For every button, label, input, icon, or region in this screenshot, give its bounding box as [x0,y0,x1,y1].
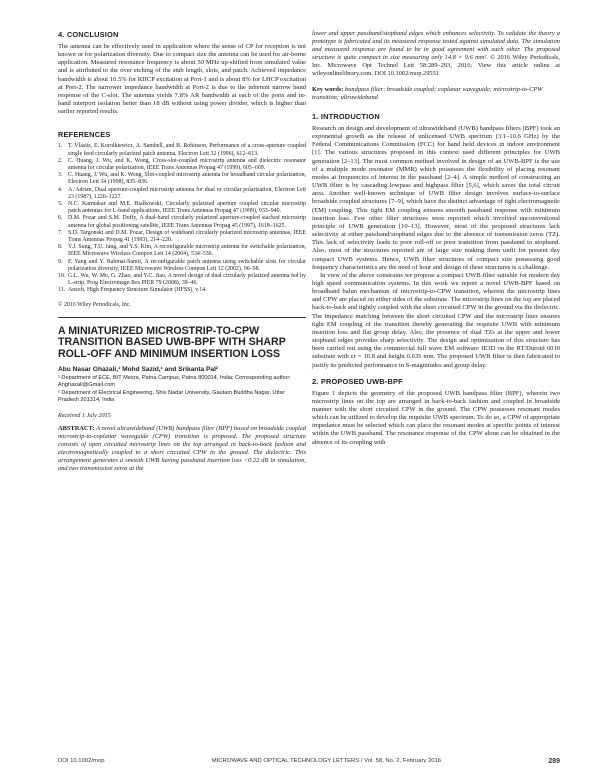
proposed-paragraph-1: Figure 1 depicts the geometry of the proposed UWB bandpass filter (BPF), wherein two microstrip lines on the top are arranged in back-to-back fashion and coupled in broadside manner with the short circuited CPW in the ground. The CPW possesses resonant modes which can be utilized to develop the requisite UWB spectrum. To do so, a CPW of appropriate impedance must be selected which can place the resonant modes at specific points of interest within the UWB passband. The resonance response of the CPW alone can be obtained in the absence of its coupling with [312,389,560,446]
affiliation-2: ² Department of Electrical Engineering, Shiv Nadar University, Gautam Buddha Nagar, Uttar Pradesh 201314, India [58,389,285,403]
abstract-text-1: A novel ultrawideband (UWB) bandpass filter (BPF) based on broadside coupled microstrip-to-coplanar waveguide (CPW) transition is proposed. The proposed structure consists of open circuited microstrip lines on the top arranged in back-to-back fashion and electromagnetically coupled to a short circuited CPW in the ground. The dielectric. This arrangement generates a smooth UWB having passband insertion loss <0.22 dB in simulation, and two transmission zeros at the [58,424,306,472]
affiliation-1: ¹ Department of ECE, BIT Mesra, Patna Campus, Patna 800014, India; Corresponding author: Anghazali@Gmail.com [58,375,291,389]
footer-doi: DOI 10.1002/mop [58,758,105,764]
keywords-label: Key words: [312,86,344,93]
keywords-text: bandpass filter; broadside coupled; coplanar waveguide; microstrip-to-CPW transition; ultrawideband [312,86,543,101]
introduction-paragraph-2: In view of the above constrains we propose a compact UWB filter suitable for modern day high speed communication systems. In this work we report a novel UWB-BPF based on broadband balun mechanism of microstrip-to-CPW transition, wherein the microstrip lines and CPW are placed on either sides of the substrate. The microstrip lines on the top are placed back-to-back and tightly coupled with the short circuited CPW in the ground via the dielectric. The impedance matching between the short circuited CPW and the microstrip lines ensures tight EM coupling of the transition thereby generating the requisite UWB with minimum insertion loss and flat group delay. Also, the presence of dual TZs at the upper and lower stopband edges provides sharp selectivity. The design and optimization of this structure has been carried out using the commercial full wave EM software IE3D on the RT/Duroid 6010 substrate with εr = 10.8 and height 0.635 mm. The proposed UWB filter is then fabricated to justify its predicted performance in S-magnitudes and group delay. [312,271,560,369]
reference-item: 10. G.L. Wu, W. Mu, G. Zhao, and Y.C. Jiao, A novel design of dual circularly polarized antenna fed by L-strip, Prog Electromagn Res PIER 79 (2008), 39–46. [58,273,306,287]
proposed-heading: 2. PROPOSED UWB-BPF [312,376,403,386]
references-heading: REFERENCES [58,130,111,140]
reference-item: 11. Ansoft, High Frequency Structure Simulator (HFSS), v.14. [58,287,207,294]
abstract-text-2: lower and upper passband/stopband edges which enhances selectivity. To validate the theory a prototype is fabricated and its measured response tested against simulated data. The simulation and measured response are found to be in good agreement with each other. The proposed structure is quite compact in size measuring only 14.8 × 9.6 mm². [312,30,560,61]
reference-item: 7. S.D. Targonski and D.M. Pozar, Design of wideband circularly polarized microstrip antennas, IEEE Trans Antennas Propag 41 (1993), 214–220. [58,229,306,244]
reference-item: 6. D.M. Pozar and S.M. Duffy, A dual-band circularly polarized aperture-coupled stacked microstrip antenna for global positioning satellite, IEEE Trans Antennas Propag 45 (1997), 1618–1625. [58,215,306,229]
conclusion-heading: 4. CONCLUSION [58,30,119,39]
article-authors: Abu Nasar Ghazali,¹ Mohd Sazid,¹ and Srikanta Pal² [58,366,219,374]
reference-item: 2. C. Huang, J. Wu, and K. Wong, Cross-slot-coupled microstrip antenna and dielectric resonator antenna for circular polarization, IEEE Trans Antennas Propag 47 (1999), 605–609. [58,157,306,172]
footer-journal: MICROWAVE AND OPTICAL TECHNOLOGY LETTERS / Vol. 58, No. 2, February 2016 [211,758,442,764]
left-column [58,30,306,473]
reference-item: 1. T. Vlasits, E. Korolkiewicz, A. Sambell, and B. Robinson, Performance of a cross-aperture coupled single feed circularly polarized patch antenna, Electron Lett 32 (1996), 612–613. [58,143,306,157]
page-footer [58,758,560,765]
received-date: Received 1 July 2015 [58,411,111,419]
abstract-part-2 [312,30,560,78]
right-column [312,30,560,447]
references-copyright: © 2016 Wiley Periodicals, Inc. [58,301,131,308]
references-list [58,143,306,294]
abstract-label: ABSTRACT: [58,424,95,432]
reference-item: 3. C. Huang, J. Wu, and K. Wong, Slot-coupled microstrip antenna for broadband circular polarization, Electron Lett 34 (1998), 835–836. [58,172,306,186]
reference-item: 5. N.C. Karmakar and M.E. Bialkowski, Circularly polarized aperture coupled circular microstrip patch antennas for L-band applications, IEEE Trans Antennas Propag 47 (1999), 933–940. [58,201,306,215]
abstract-tail: © 2016 Wiley Periodicals, Inc. Microwave Opt Technol Lett 58:289–293, 2016; View this article online at wileyonlinelibrary.com. DOI 10.1002/mop.29551 [312,54,561,77]
reference-item: 9. F. Yang and Y. Rahmat-Samii, A reconfigurable patch antenna using switchable slots for circular polarization diversity, IEEE Microwave Wireless Compon Lett 12 (2002), 96–98. [58,258,306,272]
page-number: 289 [548,758,560,765]
reference-item: 4. A. Adrian, Dual aperture-coupled microstrip antenna for dual or circular polarization, Electron Lett 23 (1987), 1226–1227. [58,186,306,200]
conclusion-text: The antenna can be effectively used in application where the sense of CP for reception is not known or for polarization diversity. Due to compact size the antenna can be used for air-borne application. Measured resonance frequency is about 50 MHz up-shifted from simulated value and is attributed to the over etching of the stub length, slots, and patch. Achieved impedance bandwidth is about 10.5% for RHCP excitation at Port-1 and is about 8% for LHCP excitation at Port-2. The narrower impedance bandwidth at Port-2 is due to the inherent narrow band response of the C-slot. The antenna yields 7.8% AR bandwidth at each of the ports and in-band interport isolation better than 18 dB without using power divider, which is higher than earlier reported results. [58,43,306,116]
reference-item: 8. Y.J. Sung, T.U. Jang, and Y.S. Kim, A reconfigurable microstrip antenna for switchable polarization, IEEE Microwave Wireless Compon Lett 14 (2004), 534–536. [58,244,306,258]
section-divider [58,317,306,318]
introduction-heading: 1. INTRODUCTION [312,112,380,121]
abstract-part-1 [58,425,306,473]
article-title: A MINIATURIZED MICROSTRIP-TO-CPW TRANSITION BASED UWB-BPF WITH SHARP ROLL-OFF AND MINIMUM INSERTION LOSS [58,324,286,360]
introduction-paragraph-1: Research on design and development of ultrawideband (UWB) bandpass filters (BPF) took an exponential growth as the release of unlicensed UWB spectrum (3.1–10.6 GHz) by the Federal Communications Commission (FCC) for hand held devices in indoor environment [1]. The various structures proposed in this context used different principles for UWB generation [2–13]. The most common method involved in design of an UWB-BPF is the use of a multiple mode resonator (MMR) which possesses the flexibility of placing resonant modes at frequencies of interest in the passband [2–4]. A simple method of constructing an UWB filter is by cascading lowpass and highpass filter [5,6], which saves the total circuit area. Another well-known technique of UWB filter design involves surface-to-surface broadside coupled structures [7–9], which have the distinct advantage of tight electromagnetic (EM) coupling. This tight EM coupling ensures smooth passband response with minimum insertion loss. Few other filter structures were reported which involved unconventional principle of UWB generation [10–13]. However, most of the proposed structures lack selectivity at either passband/stopband edges due to the absence of transmission zeros (TZ). This lack of selectivity leads to poor roll-off or poor transition from passband to stopband. Also, most of the structures reported are of large size making them unfit for present day compact UWB systems. Hence, UWB filter structures of compact size possessing good frequency characteristics are the need of hour and design of these structures is a challenge. [312,125,560,271]
keywords [312,86,560,102]
